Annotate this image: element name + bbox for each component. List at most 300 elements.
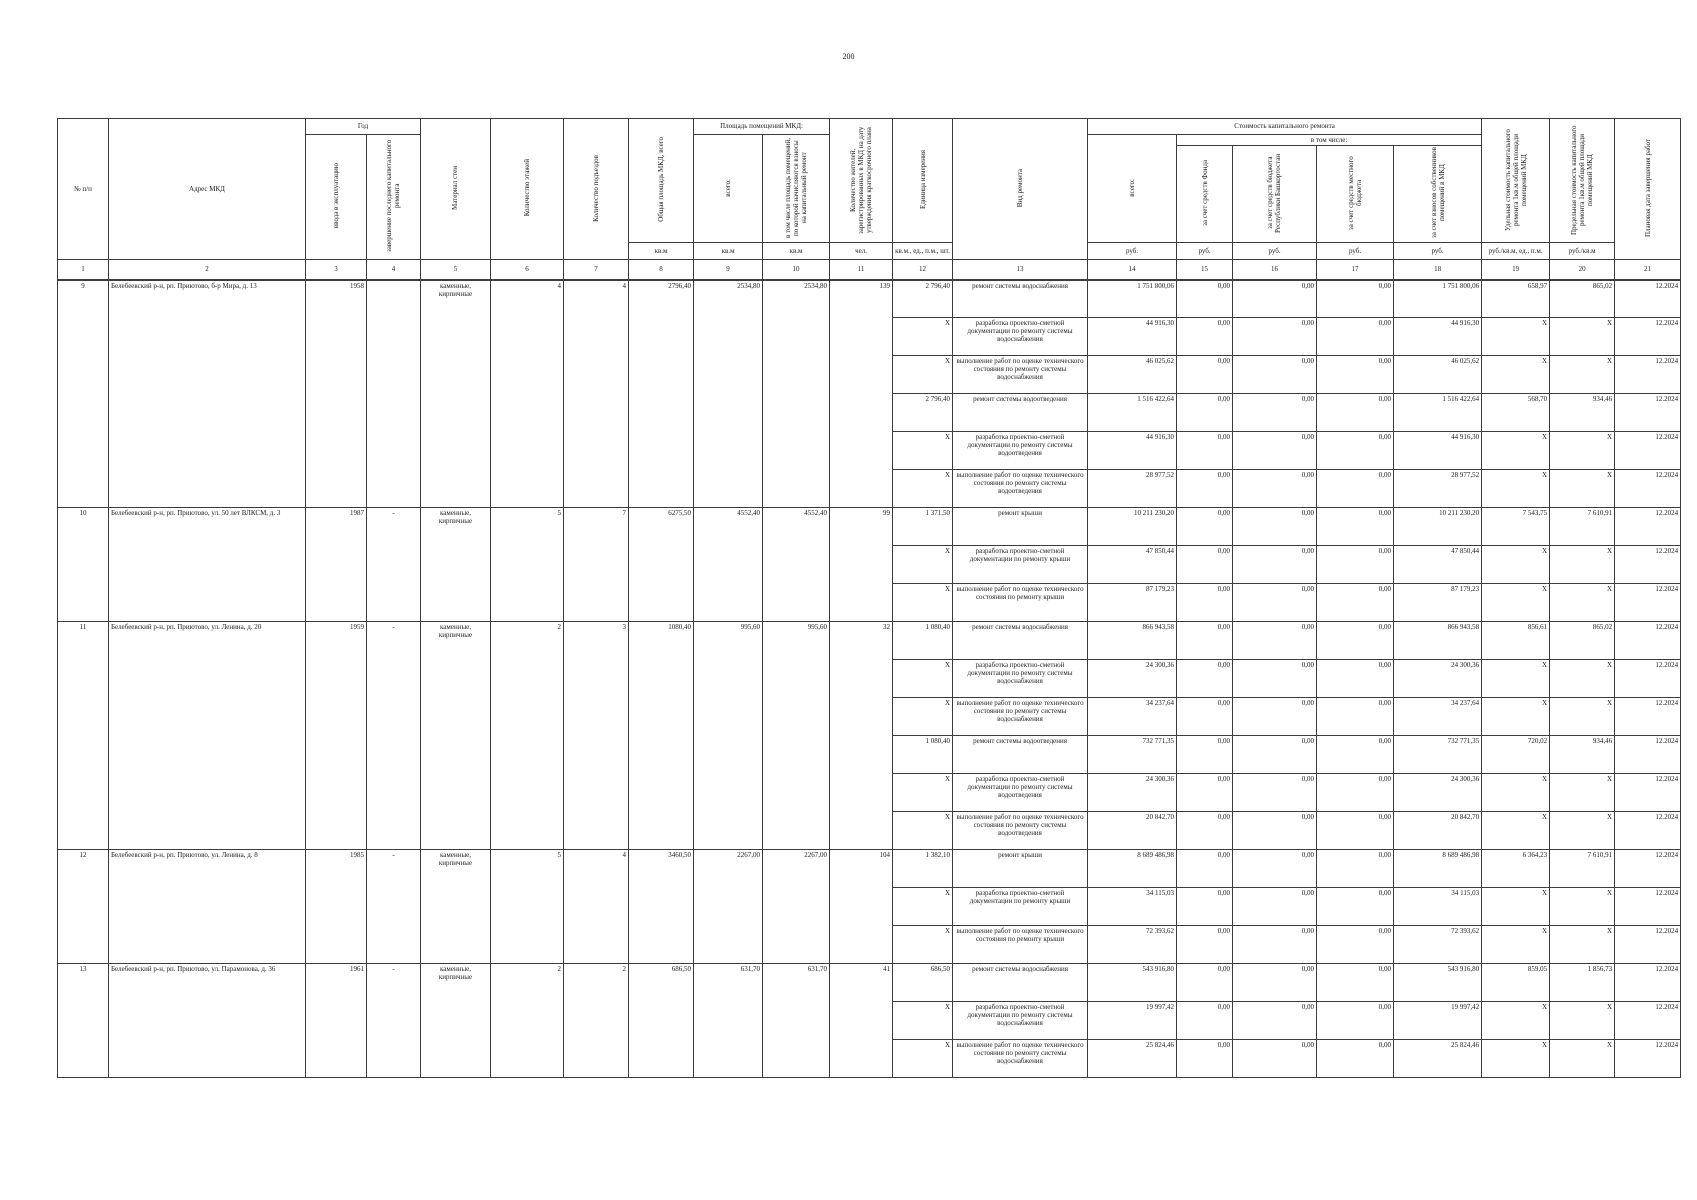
owners-cell: 24 300,36 [1394,774,1482,812]
table-header [58,119,1681,280]
cost-total-cell: 20 842,70 [1088,812,1177,850]
date-cell: 12.2024 [1615,508,1681,546]
wall-material-cell: каменные, кирпичные [421,622,491,850]
header-floors [491,119,564,260]
header-area-contrib [763,135,830,243]
header-residents-label: Количество жителей, зарегистрированных в МКД на дату утверждения краткосрочного плана [848,125,874,234]
cost-total-cell: 10 211 230,20 [1088,508,1177,546]
date-cell: 12.2024 [1615,812,1681,850]
unit-cost-cell: X [1482,888,1550,926]
rb-budget-cell: 0,00 [1233,1040,1317,1078]
row-number: 10 [58,508,109,622]
address-cell: Белебеевский р-н, рп. Приютово, ул. Парамонова, д. 36 [109,964,306,1078]
date-cell: 12.2024 [1615,622,1681,660]
unit-unit: кв.м., ед., п.м., шт. [893,243,953,260]
header-wall-material-label: Материал стен [451,166,460,211]
max-cost-cell: X [1550,888,1615,926]
date-cell: 12.2024 [1615,698,1681,736]
rb-budget-cell: 0,00 [1233,774,1317,812]
header-cost-incl: в том числе: [1177,135,1482,146]
rb-budget-cell: 0,00 [1233,1002,1317,1040]
max-cost-cell: X [1550,926,1615,964]
wall-material-cell: каменные, кирпичные [421,964,491,1078]
header-address: Адрес МКД [109,119,306,260]
header-unit [893,119,953,243]
fund-cell: 0,00 [1177,964,1233,1002]
entrances-cell: 4 [564,850,629,964]
column-number: 18 [1394,260,1482,280]
header-area-group: Площадь помещений МКД: [694,119,830,135]
fund-cell: 0,00 [1177,888,1233,926]
header-local-budget [1317,146,1394,243]
max-cost-cell: 865,02 [1550,280,1615,318]
unit-cell: X [893,356,953,394]
fund-cell: 0,00 [1177,280,1233,318]
repair-type-cell: ремонт крыши [953,850,1088,888]
date-cell: 12.2024 [1615,964,1681,1002]
unit-area-total: кв.м [694,243,763,260]
repair-type-cell: ремонт системы водоотведения [953,736,1088,774]
year-built-cell: 1961 [306,964,367,1078]
residents-cell: 41 [830,964,893,1078]
rb-budget-cell: 0,00 [1233,850,1317,888]
unit-cost-cell: 856,61 [1482,622,1550,660]
residents-cell: 99 [830,508,893,622]
wall-material-cell: каменные, кирпичные [421,850,491,964]
area-total-cell: 2267,00 [694,850,763,964]
rb-budget-cell: 0,00 [1233,736,1317,774]
header-year-last-repair-label: завершение последнего капитального ремонта [385,139,402,253]
area-contrib-cell: 4552,40 [763,508,830,622]
unit-cost-cell: 658,97 [1482,280,1550,318]
cost-total-cell: 28 977,52 [1088,470,1177,508]
area-total-cell: 995,60 [694,622,763,850]
column-number: 13 [953,260,1088,280]
date-cell: 12.2024 [1615,356,1681,394]
unit-cost-cell: X [1482,698,1550,736]
owners-cell: 87 179,23 [1394,584,1482,622]
column-number: 17 [1317,260,1394,280]
date-cell: 12.2024 [1615,926,1681,964]
header-year-group: Год [306,119,421,135]
local-budget-cell: 0,00 [1317,546,1394,584]
header-repair-type [953,119,1088,260]
max-cost-cell: 7 610,91 [1550,850,1615,888]
fund-cell: 0,00 [1177,318,1233,356]
cost-total-cell: 44 916,30 [1088,432,1177,470]
unit-cell: 2 796,40 [893,394,953,432]
unit-cell: 1 080,40 [893,622,953,660]
header-local-budget-label: за счет средств местного бюджета [1346,156,1364,230]
max-cost-cell: 7 610,91 [1550,508,1615,546]
repair-type-cell: выполнение работ по оценке технического состояния по ремонту системы водоснабжения [953,698,1088,736]
local-budget-cell: 0,00 [1317,508,1394,546]
local-budget-cell: 0,00 [1317,888,1394,926]
owners-cell: 1 516 422,64 [1394,394,1482,432]
unit-cell: X [893,546,953,584]
column-number: 11 [830,260,893,280]
unit-cell: X [893,584,953,622]
fund-cell: 0,00 [1177,546,1233,584]
fund-cell: 0,00 [1177,660,1233,698]
unit-owners: руб. [1394,243,1482,260]
total-area-cell: 686,50 [629,964,694,1078]
column-number: 19 [1482,260,1550,280]
rb-budget-cell: 0,00 [1233,470,1317,508]
column-number-row [58,260,1681,280]
rb-budget-cell: 0,00 [1233,926,1317,964]
cost-total-cell: 8 689 486,98 [1088,850,1177,888]
floors-cell: 5 [491,508,564,622]
repair-type-cell: выполнение работ по оценке технического состояния по ремонту системы водоснабжения [953,1040,1088,1078]
owners-cell: 47 850,44 [1394,546,1482,584]
total-area-cell: 1080,40 [629,622,694,850]
rb-budget-cell: 0,00 [1233,812,1317,850]
owners-cell: 72 393,62 [1394,926,1482,964]
rb-budget-cell: 0,00 [1233,622,1317,660]
wall-material-cell: каменные, кирпичные [421,508,491,622]
repair-type-cell: разработка проектно-сметной документации по ремонту системы водоснабжения [953,660,1088,698]
fund-cell: 0,00 [1177,926,1233,964]
cost-total-cell: 46 025,62 [1088,356,1177,394]
column-number: 16 [1233,260,1317,280]
max-cost-cell: X [1550,660,1615,698]
header-date-label: Плановая дата завершения работ [1643,139,1652,238]
header-unit-cost [1482,119,1550,243]
rb-budget-cell: 0,00 [1233,318,1317,356]
column-number: 21 [1615,260,1681,280]
rb-budget-cell: 0,00 [1233,660,1317,698]
local-budget-cell: 0,00 [1317,356,1394,394]
total-area-cell: 2796,40 [629,280,694,508]
header-entrances [564,119,629,260]
page-number: 200 [842,52,855,61]
owners-cell: 46 025,62 [1394,356,1482,394]
unit-cell: X [893,1002,953,1040]
year-last-repair-cell [367,280,421,508]
header-num: № п/п [58,119,109,260]
column-number: 4 [367,260,421,280]
rb-budget-cell: 0,00 [1233,546,1317,584]
local-budget-cell: 0,00 [1317,1002,1394,1040]
local-budget-cell: 0,00 [1317,660,1394,698]
repair-type-cell: разработка проектно-сметной документации по ремонту крыши [953,546,1088,584]
local-budget-cell: 0,00 [1317,318,1394,356]
unit-residents: чел. [830,243,893,260]
unit-cell: X [893,698,953,736]
max-cost-cell: X [1550,1002,1615,1040]
area-total-cell: 4552,40 [694,508,763,622]
owners-cell: 19 997,42 [1394,1002,1482,1040]
repair-type-cell: разработка проектно-сметной документации по ремонту системы водоснабжения [953,1002,1088,1040]
header-owners-label: за счет взносов собственников помещений в МКД [1429,147,1446,239]
cost-total-cell: 47 850,44 [1088,546,1177,584]
owners-cell: 543 916,80 [1394,964,1482,1002]
repair-type-cell: разработка проектно-сметной документации по ремонту системы водоснабжения [953,318,1088,356]
address-cell: Белебеевский р-н, рп. Приютово, б-р Мира, д. 13 [109,280,306,508]
repair-type-cell: ремонт крыши [953,508,1088,546]
unit-cost-cell: X [1482,1002,1550,1040]
fund-cell: 0,00 [1177,470,1233,508]
rb-budget-cell: 0,00 [1233,698,1317,736]
local-budget-cell: 0,00 [1317,280,1394,318]
cost-total-cell: 25 824,46 [1088,1040,1177,1078]
repair-type-cell: выполнение работ по оценке технического состояния по ремонту крыши [953,926,1088,964]
entrances-cell: 4 [564,280,629,508]
unit-cell: 686,50 [893,964,953,1002]
entrances-cell: 2 [564,964,629,1078]
year-built-cell: 1958 [306,280,367,508]
unit-cell: X [893,470,953,508]
row-number: 11 [58,622,109,850]
header-unit-label: Единица измерения [918,150,927,209]
max-cost-cell: X [1550,432,1615,470]
fund-cell: 0,00 [1177,432,1233,470]
unit-total-area: кв.м [629,243,694,260]
unit-cost-cell: X [1482,584,1550,622]
header-max-cost-label: Предельная стоимость капитального ремонта 1кв.м общей площади помещений МКД [1570,124,1595,235]
repair-type-cell: ремонт системы водоснабжения [953,964,1088,1002]
header-area-total [694,135,763,243]
column-number: 8 [629,260,694,280]
local-budget-cell: 0,00 [1317,964,1394,1002]
floors-cell: 5 [491,850,564,964]
header-cost-total [1088,135,1177,243]
fund-cell: 0,00 [1177,812,1233,850]
unit-cell: 1 080,40 [893,736,953,774]
repair-type-cell: разработка проектно-сметной документации по ремонту крыши [953,888,1088,926]
header-year-last-repair [367,135,421,260]
fund-cell: 0,00 [1177,1040,1233,1078]
date-cell: 12.2024 [1615,1002,1681,1040]
owners-cell: 866 943,58 [1394,622,1482,660]
local-budget-cell: 0,00 [1317,850,1394,888]
column-number: 1 [58,260,109,280]
date-cell: 12.2024 [1615,584,1681,622]
cost-total-cell: 543 916,80 [1088,964,1177,1002]
cost-total-cell: 866 943,58 [1088,622,1177,660]
table-body [58,280,1681,1078]
unit-cost-cell: X [1482,1040,1550,1078]
year-last-repair-cell: - [367,508,421,622]
unit-cost-cell: X [1482,926,1550,964]
entrances-cell: 3 [564,622,629,850]
column-number: 10 [763,260,830,280]
max-cost-cell: X [1550,584,1615,622]
floors-cell: 2 [491,964,564,1078]
column-number: 6 [491,260,564,280]
header-total-area-label: Общая площадь МКД, всего [656,137,665,222]
header-residents [830,119,893,243]
max-cost-cell: X [1550,318,1615,356]
owners-cell: 8 689 486,98 [1394,850,1482,888]
rb-budget-cell: 0,00 [1233,280,1317,318]
unit-cost-cell: X [1482,470,1550,508]
column-number: 2 [109,260,306,280]
unit-cost-cell: 720,02 [1482,736,1550,774]
cost-total-cell: 732 771,35 [1088,736,1177,774]
floors-cell: 4 [491,280,564,508]
fund-cell: 0,00 [1177,622,1233,660]
residents-cell: 139 [830,280,893,508]
header-unit-cost-label: Удельная стоимость капитального ремонта 1кв.м общей площади помещений МКД [1503,128,1528,231]
cost-total-cell: 72 393,62 [1088,926,1177,964]
owners-cell: 28 977,52 [1394,470,1482,508]
repair-type-cell: разработка проектно-сметной документации по ремонту системы водоотведения [953,774,1088,812]
owners-cell: 24 300,36 [1394,660,1482,698]
cost-total-cell: 19 997,42 [1088,1002,1177,1040]
header-area-contrib-label: в том числе площадь помещений, по которой начисляются взносы на капитальный ремонт [783,137,809,238]
header-entrances-label: Количество подъездов [591,154,600,222]
address-cell: Белебеевский р-н, рп. Приютово, ул. 50 лет ВЛКСМ, д. 3 [109,508,306,622]
header-floors-label: Количество этажей [522,159,531,217]
residents-cell: 32 [830,622,893,850]
rb-budget-cell: 0,00 [1233,888,1317,926]
unit-cost-cell: X [1482,356,1550,394]
local-budget-cell: 0,00 [1317,812,1394,850]
rb-budget-cell: 0,00 [1233,508,1317,546]
year-last-repair-cell: - [367,850,421,964]
local-budget-cell: 0,00 [1317,584,1394,622]
repair-type-cell: выполнение работ по оценке технического состояния по ремонту системы водоснабжения [953,356,1088,394]
header-date [1615,119,1681,260]
max-cost-cell: X [1550,546,1615,584]
column-number: 5 [421,260,491,280]
max-cost-cell: X [1550,812,1615,850]
max-cost-cell: 934,46 [1550,736,1615,774]
header-fund-label: за счет средств Фонда [1200,160,1209,226]
date-cell: 12.2024 [1615,394,1681,432]
date-cell: 12.2024 [1615,888,1681,926]
cost-total-cell: 24 300,36 [1088,774,1177,812]
area-contrib-cell: 631,70 [763,964,830,1078]
local-budget-cell: 0,00 [1317,394,1394,432]
table-row [58,964,1681,1002]
local-budget-cell: 0,00 [1317,926,1394,964]
unit-fund: руб. [1177,243,1233,260]
local-budget-cell: 0,00 [1317,1040,1394,1078]
fund-cell: 0,00 [1177,698,1233,736]
area-contrib-cell: 995,60 [763,622,830,850]
repair-type-cell: выполнение работ по оценке технического состояния по ремонту системы водоотведения [953,470,1088,508]
owners-cell: 34 115,03 [1394,888,1482,926]
table-row [58,850,1681,888]
owners-cell: 34 237,64 [1394,698,1482,736]
total-area-cell: 3460,50 [629,850,694,964]
row-number: 9 [58,280,109,508]
local-budget-cell: 0,00 [1317,736,1394,774]
fund-cell: 0,00 [1177,774,1233,812]
repair-type-cell: выполнение работ по оценке технического состояния по ремонту крыши [953,584,1088,622]
year-built-cell: 1987 [306,508,367,622]
fund-cell: 0,00 [1177,584,1233,622]
header-area-total-label: всего: [723,178,732,197]
unit-cost-cell: X [1482,318,1550,356]
cost-total-cell: 87 179,23 [1088,584,1177,622]
max-cost-cell: 1 856,73 [1550,964,1615,1002]
unit-cost-cell: X [1482,812,1550,850]
local-budget-cell: 0,00 [1317,774,1394,812]
header-owners [1394,146,1482,243]
year-built-cell: 1959 [306,622,367,850]
table-row [58,280,1681,318]
unit-max-cost: руб./кв.м [1550,243,1615,260]
date-cell: 12.2024 [1615,470,1681,508]
cost-total-cell: 1 516 422,64 [1088,394,1177,432]
header-fund [1177,146,1233,243]
column-number: 9 [694,260,763,280]
fund-cell: 0,00 [1177,736,1233,774]
column-number: 12 [893,260,953,280]
unit-cost-cell: X [1482,660,1550,698]
unit-cell: X [893,812,953,850]
rb-budget-cell: 0,00 [1233,356,1317,394]
floors-cell: 2 [491,622,564,850]
area-contrib-cell: 2534,80 [763,280,830,508]
unit-unit-cost: руб./кв.м, ед., п.м. [1482,243,1550,260]
rb-budget-cell: 0,00 [1233,432,1317,470]
unit-area-contrib: кв.м [763,243,830,260]
cost-total-cell: 34 115,03 [1088,888,1177,926]
unit-cell: 1 382,10 [893,850,953,888]
owners-cell: 44 916,30 [1394,432,1482,470]
header-total-area [629,119,694,243]
header-wall-material [421,119,491,260]
date-cell: 12.2024 [1615,1040,1681,1078]
fund-cell: 0,00 [1177,1002,1233,1040]
unit-cell: X [893,888,953,926]
capital-repair-table [57,118,1681,1078]
date-cell: 12.2024 [1615,546,1681,584]
row-number: 13 [58,964,109,1078]
year-last-repair-cell: - [367,964,421,1078]
max-cost-cell: 865,02 [1550,622,1615,660]
address-cell: Белебеевский р-н, рп. Приютово, ул. Ленина, д. 20 [109,622,306,850]
repair-type-cell: разработка проектно-сметной документации по ремонту системы водоотведения [953,432,1088,470]
date-cell: 12.2024 [1615,736,1681,774]
max-cost-cell: X [1550,356,1615,394]
header-cost-total-label: всего: [1128,178,1136,197]
local-budget-cell: 0,00 [1317,622,1394,660]
unit-cost-cell: 7 543,75 [1482,508,1550,546]
date-cell: 12.2024 [1615,774,1681,812]
residents-cell: 104 [830,850,893,964]
repair-type-cell: ремонт системы водоснабжения [953,622,1088,660]
repair-type-cell: ремонт системы водоотведения [953,394,1088,432]
fund-cell: 0,00 [1177,356,1233,394]
owners-cell: 10 211 230,20 [1394,508,1482,546]
header-year-built-label: ввода в эксплуатацию [331,163,340,229]
unit-cell: 2 796,40 [893,280,953,318]
local-budget-cell: 0,00 [1317,470,1394,508]
repair-type-cell: ремонт системы водоснабжения [953,280,1088,318]
unit-cell: 1 371,50 [893,508,953,546]
area-contrib-cell: 2267,00 [763,850,830,964]
unit-cell: X [893,660,953,698]
unit-cell: X [893,432,953,470]
max-cost-cell: X [1550,774,1615,812]
header-rb-budget-label: за счет средств бюджета Республики Башкортостан [1266,153,1283,233]
unit-cost-cell: X [1482,432,1550,470]
cost-total-cell: 44 916,30 [1088,318,1177,356]
year-last-repair-cell: - [367,622,421,850]
column-number: 7 [564,260,629,280]
header-year-built [306,135,367,260]
owners-cell: 44 916,30 [1394,318,1482,356]
area-total-cell: 2534,80 [694,280,763,508]
fund-cell: 0,00 [1177,508,1233,546]
row-number: 12 [58,850,109,964]
